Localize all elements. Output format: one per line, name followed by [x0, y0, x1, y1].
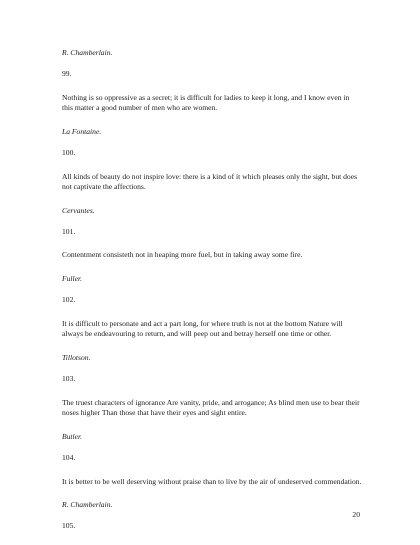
- author-attribution: La Fontaine.: [62, 126, 102, 136]
- quote-text: Nothing is so oppressive as a secret; it is difficult for ladies to keep it long, and I know even in this matter a good number of men who are women.: [62, 92, 350, 112]
- author-attribution: R. Chamberlain.: [62, 500, 113, 510]
- page-number: 20: [352, 510, 360, 519]
- quote-number: 105.: [62, 521, 76, 531]
- quote-text: All kinds of beauty do not inspire love: there is a kind of it which pleases only the sight, but does not captivate the affections.: [62, 171, 358, 191]
- author-attribution: Fuller.: [62, 274, 83, 284]
- quote-number: 101.: [62, 226, 76, 236]
- author-attribution: Butler.: [62, 431, 83, 441]
- quote-number: 104.: [62, 452, 76, 462]
- quote-number: 103.: [62, 373, 76, 383]
- quote-number: 102.: [62, 295, 76, 305]
- quote-text: It is better to be well deserving without praise than to live by the air of undeserved commendation.: [62, 476, 362, 486]
- author-attribution: Cervantes.: [62, 205, 95, 215]
- page-content: [62, 48, 362, 545]
- author-attribution: Tillotson.: [62, 352, 91, 362]
- quote-number: 100.: [62, 147, 76, 157]
- quote-number: 99.: [62, 69, 72, 78]
- author-attribution: R. Chamberlain.: [62, 48, 113, 57]
- quote-text: Contentment consisteth not in heaping more fuel, but in taking away some fire.: [62, 250, 303, 260]
- quote-text: The truest characters of ignorance Are vanity, pride, and arrogance; As blind men use to bear their noses higher Than those that have their eyes and sight entire.: [62, 397, 360, 417]
- quote-text: It is difficult to personate and act a part long, for where truth is not at the bottom Nature will always be endeavouring to return, and will peep out and betray herself one time or other.: [62, 318, 343, 339]
